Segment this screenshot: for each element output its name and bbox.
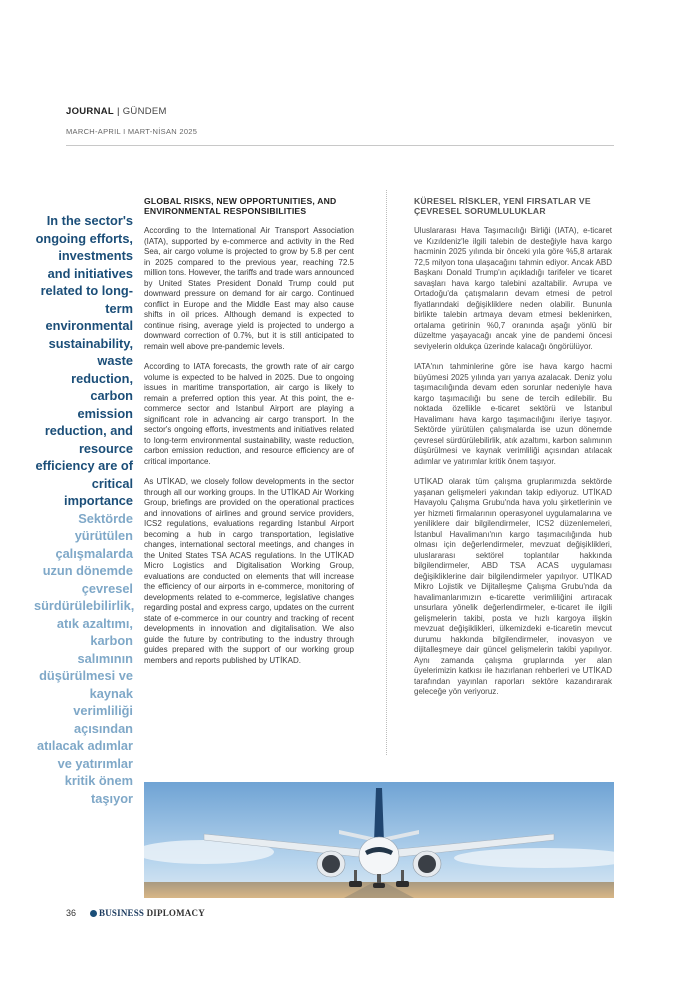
page-number: 36 [66,908,77,918]
english-paragraph: As UTİKAD, we closely follow developments in the sector through all our working groups. In the UTİKAD Air Working Group, briefings are provided on the operational practices and innovations of airlines and ground service providers, ICS2 regulations, evaluations regarding Istanbul Airport becoming a hub in cargo transportation, legislative changes, international sectoral meetings, and changes in the United States TSA ACAS regulations. In the UTİKAD Micro Logistics and Digitalisation Working Group, evaluations are conducted on elements that will increase the efficiency of our airports in e-commerce, monitoring of developments related to e-commerce, legislative changes regarding postal and express cargo, updates on the current state of e-commerce in our country and tracking of recent developments in innovation and digitalisation. We also guide the future by contributing to the industry through guides prepared with the support of our working group members and reports published by UTİKAD. [144,477,354,665]
brand-first-word: BUSINESS [99,908,145,918]
section-name: JOURNAL [66,106,115,117]
brand-second-word: DIPLOMACY [146,908,205,918]
turkish-column [414,196,612,708]
pull-quote-english: In the sector's ongoing efforts, investments and initiatives related to long-term environmental sustainability, waste reduction, carbon emission reduction, and resource efficiency are of critical importance [35,213,133,508]
english-heading: GLOBAL RISKS, NEW OPPORTUNITIES, AND ENVIRONMENTAL RESPONSIBILITIES [144,196,337,216]
turkish-paragraph: UTİKAD olarak tüm çalışma gruplarımızda sektörde yaşanan gelişmeleri yakından takip ediyoruz. UTİKAD Havayolu Çalışma Grubu'nda hava yolu şirketlerinin ve yer hizmeti firmalarının operasyonel uygulamalarına ve yeniliklere dair bilgilendirmeler, ICS2 düzenlemeleri, İstanbul Havalimanı'nın kargo taşımacılığında hub olması için değerlendirmeler, mevzuat değişiklikleri, uluslararası sektörel toplantılar hakkında bilgilendirmeler, ABD TSA ACAS uygulaması değişikliklerine dair bilgilendirmeler yapılıyor. UTİKAD Mikro Lojistik ve Dijitalleşme Çalışma Grubu'nda da havalimanlarımızın e-ticarette verimliliğini artıracak unsurlara yönelik değerlendirmeler, e-ticaret ile ilgili gelişmelerin takibi, posta ve hızlı kargoya ilişkin mevzuat değişiklikleri, ülkemizdeki e-ticaretin mevcut durumu hakkında bilgilendirmeler, inovasyon ve dijitalleşmeye dair güncel gelişmelerin takibi yapılıyor. Aynı zamanda çalışma gruplarında yer alan üyelerimizin katkısı ile hazırlanan rehberleri ve UTİKAD tarafından yayınlan raporları sektöre kazandırarak geleceğe yön veriyoruz. [414,477,612,696]
english-paragraph: According to IATA forecasts, the growth rate of air cargo volume is expected to be halved in 2025. Due to ongoing issues in maritime transportation, air cargo is likely to remain a preferred option this year. At this point, the e-commerce sector and Istanbul Airport are playing a significant role in advancing air cargo transport. In the sector's ongoing efforts, investments and initiatives related to long-term environmental sustainability, waste reduction, carbon emission reduction, and resource efficiency are of critical importance. [144,362,354,466]
turkish-heading: KÜRESEL RİSKLER, YENİ FIRSATLAR VE ÇEVRESEL SORUMLULUKLAR [414,196,591,216]
brand-globe-icon [90,910,97,917]
turkish-paragraph: Uluslararası Hava Taşımacılığı Birliği (IATA), e-ticaret ve Kızıldeniz'le ilgili talebin de desteğiyle hava kargo hacminin 2025 yılında bir önceki yıla göre %5,8 artarak 72,5 milyon tona ulaşacağını tahmin ediyor. Ancak ABD Başkanı Donald Trump'ın açıkladığı tarifeler ve ticaret savaşları hava kargo talebini azaltabilir. Avrupa ve Ortadoğu'da çatışmaların devam etmesi de petrol fiyatlarındaki değişikliklere neden olabilir. Bununla birlikte talebin artmaya devam etmesi beklenirken, ortalama getirinin %0,7 oranında aşağı yönlü bir düzeltme yaşayacağı ancak yine de pandemi öncesi seviyelerin oldukça üzerinde kalacağı öngörülüyor. [414,226,612,351]
section-label [66,106,626,117]
pull-quote [34,212,133,807]
airplane-photo-icon [144,782,614,898]
pull-quote-turkish: Sektörde yürütülen çalışmalarda uzun dönemde çevresel sürdürülebilirlik, atık azaltımı, karbon salımının düşürülmesi ve kaynak verimliliği açısından atılacak adımlar ve yatırımlar kritik önem taşıyor [34,510,135,806]
column-divider [386,190,388,755]
english-paragraph: According to the International Air Transport Association (IATA), supported by e-commerce and activity in the Red Sea, air cargo volume is projected to grow by 5.8 per cent in 2025 compared to the previous year, reaching 72.5 million tons. However, the tariffs and trade wars announced by United States President Donald Trump could put downward pressure on demand for air cargo. Continued conflict in Europe and the Middle East may also cause shifts in oil prices. Although demand is expected to continue rising, average yield is projected to undergo a downward correction of 0.7%, but it is still anticipated to remain well above pre-pandemic levels. [144,226,354,351]
brand-logo [90,908,205,918]
header-rule [66,145,614,146]
running-header [66,106,626,117]
issue-date: MARCH-APRIL I MART-NİSAN 2025 [66,127,198,136]
page-footer [66,908,205,918]
section-separator: | [116,106,120,117]
turkish-paragraph: IATA'nın tahminlerine göre ise hava kargo hacmi büyümesi 2025 yılında yarı yarıya azalacak. Deniz yolu taşımacılığında devam eden sorunlar nedeniyle hava kargo taşımacılığı bu sene de tercih edilebilir. Bu noktada özellikle e-ticaret sektörü ve İstanbul Havalimanı hava kargo taşımacılığını ileriye taşıyor. Sektörde yürütülen çalışmalarda ise uzun dönemde çevresel sürdürülebilirlik, atık azaltımı, karbon salımının düşürülmesi ve kaynak verimliliği açısından atılacak adımlar ve yatırımlar kritik önem taşıyor. [414,362,612,466]
subsection-name: GÜNDEM [122,106,167,117]
airplane-photo [144,782,614,898]
english-column [144,196,354,676]
